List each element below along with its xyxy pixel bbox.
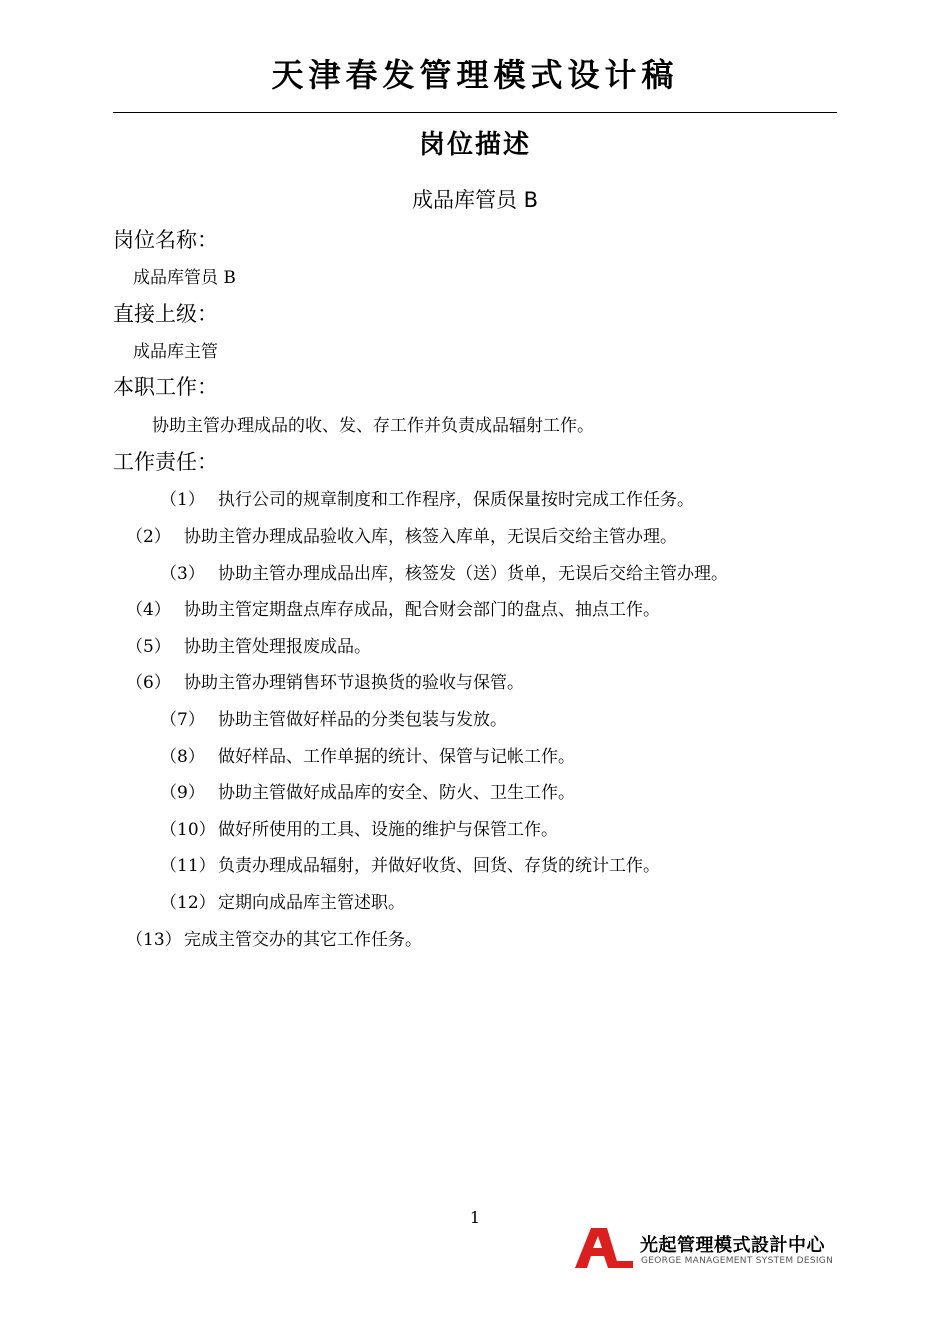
responsibility-number: （9） [160,783,205,803]
supervisor-value: 成品库主管 [133,342,218,362]
responsibility-number: （10） [160,820,216,840]
responsibility-number: （6） [126,673,171,693]
responsibility-text: 负责办理成品辐射，并做好收货、回货、存货的统计工作。 [218,856,660,876]
responsibility-item [160,559,728,584]
document-title: 岗位描述 [418,130,531,160]
position-name-value: 成品库管员 B [133,268,236,288]
header-divider [113,112,837,113]
responsibility-number: （3） [160,564,205,584]
responsibility-item [160,888,405,913]
responsibility-text: 做好样品、工作单据的统计、保管与记帐工作。 [218,747,575,767]
position-name-heading: 岗位名称： [113,228,218,252]
responsibility-item [126,522,677,547]
responsibility-text: 做好所使用的工具、设施的维护与保管工作。 [218,820,558,840]
responsibility-number: （5） [126,637,171,657]
responsibility-item [126,925,422,950]
logo-subtitle: GEORGE MANAGEMENT SYSTEM DESIGN [641,1256,834,1266]
responsibility-item [160,851,660,876]
responsibility-item [126,595,660,620]
responsibility-item [126,632,371,657]
core-duty-value: 协助主管办理成品的收、发、存工作并负责成品辐射工作。 [152,416,594,436]
document-subtitle: 成品库管员 B [411,188,539,212]
responsibility-number: （12） [160,893,216,913]
responsibility-text: 协助主管办理成品验收入库，核签入库单，无误后交给主管办理。 [184,527,677,547]
responsibilities-heading: 工作责任： [113,450,218,474]
responsibility-item [160,778,575,803]
responsibility-text: 协助主管办理销售环节退换货的验收与保管。 [184,673,524,693]
letter-a-logo-icon [575,1228,633,1268]
responsibility-number: （13） [126,930,182,950]
responsibility-number: （2） [126,527,171,547]
responsibility-text: 协助主管处理报废成品。 [184,637,371,657]
responsibility-item [160,705,507,730]
responsibility-number: （1） [160,490,205,510]
responsibility-text: 定期向成品库主管述职。 [218,893,405,913]
responsibility-number: （8） [160,747,205,767]
responsibility-text: 协助主管做好样品的分类包装与发放。 [218,710,507,730]
responsibility-text: 执行公司的规章制度和工作程序，保质保量按时完成工作任务。 [218,490,694,510]
responsibility-text: 协助主管办理成品出库，核签发（送）货单，无误后交给主管办理。 [218,564,728,584]
responsibility-text: 协助主管定期盘点库存成品，配合财会部门的盘点、抽点工作。 [184,600,660,620]
supervisor-heading: 直接上级： [113,302,218,326]
core-duty-heading: 本职工作： [113,375,218,399]
responsibility-text: 完成主管交办的其它工作任务。 [184,930,422,950]
header-title: 天津春发管理模式设计稿 [271,56,679,94]
responsibility-text: 协助主管做好成品库的安全、防火、卫生工作。 [218,783,575,803]
footer-logo [575,1228,845,1272]
responsibility-number: （11） [160,856,216,876]
responsibility-item [160,742,575,767]
responsibility-number: （4） [126,600,171,620]
responsibility-number: （7） [160,710,205,730]
responsibility-item [160,815,558,840]
page-number: 1 [469,1208,481,1227]
responsibility-item [126,668,524,693]
logo-name: 光起管理模式設計中心 [640,1235,825,1256]
responsibility-item [160,485,694,510]
